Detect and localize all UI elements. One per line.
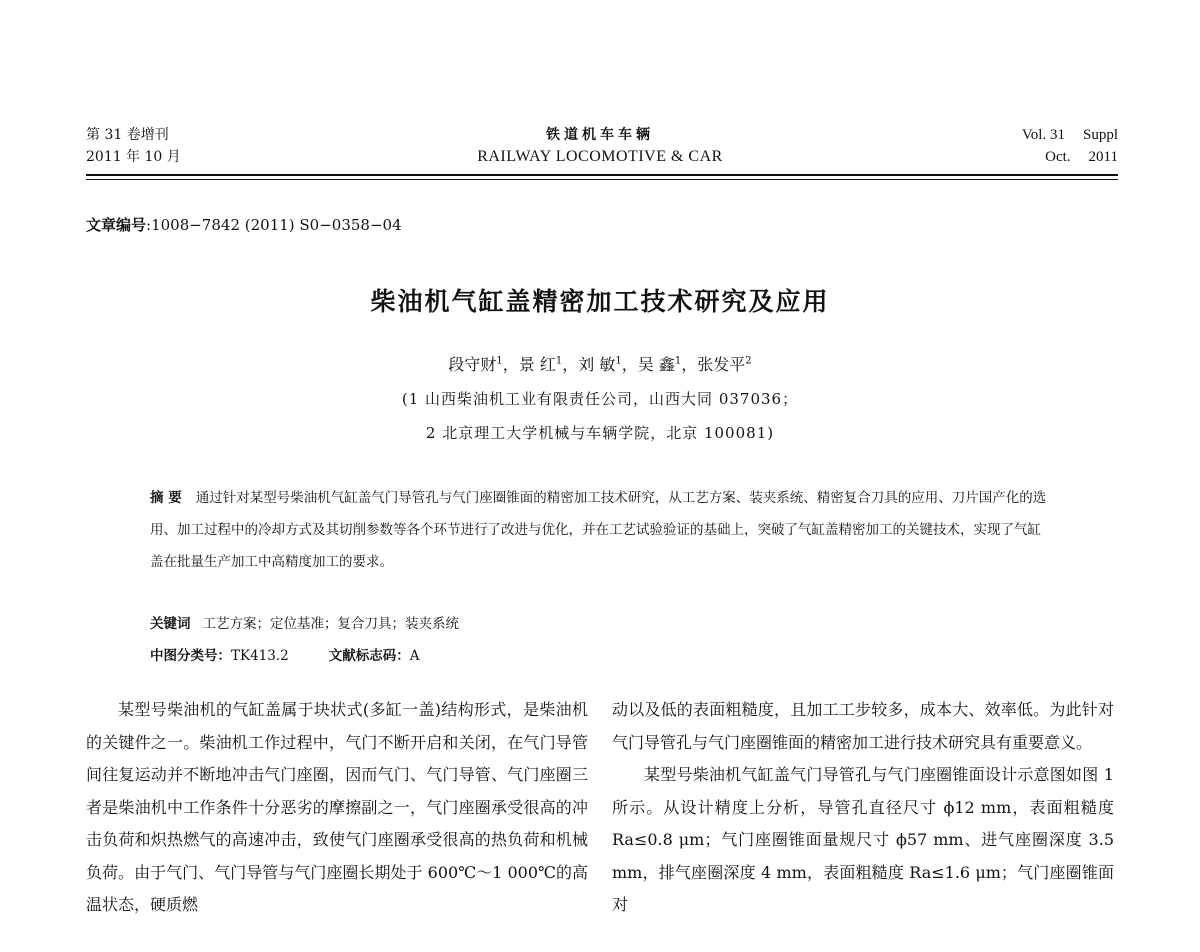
volume-en: Vol. 31: [1021, 127, 1065, 143]
author-affiliation-mark: 1: [615, 355, 622, 367]
suppl-en: Suppl: [1082, 127, 1118, 143]
affiliation-1: (1 山西柴油机工业有限责任公司，山西大同 037036；: [401, 390, 799, 408]
author-affiliation-mark: 2: [745, 355, 752, 367]
header-rule-thick: [86, 174, 1118, 176]
header-rule-thin: [86, 179, 1118, 180]
paper-title: 柴油机气缸盖精密加工技术研究及应用: [370, 287, 830, 316]
journal-name-en: RAILWAY LOCOMOTIVE & CAR: [477, 148, 723, 165]
author-name: 段守财: [448, 355, 497, 374]
abstract: [150, 482, 1050, 578]
keywords-text: 工艺方案；定位基准；复合刀具；装夹系统: [202, 616, 459, 632]
journal-name-cn: 铁道机车车辆: [546, 127, 654, 143]
journal-name: [0, 124, 1200, 168]
article-number-value: :1008−7842 (2011) S0−0358−04: [146, 216, 402, 234]
classification: [150, 644, 420, 664]
body-paragraph: 某型号柴油机的气缸盖属于块状式(多缸一盖)结构形式，是柴油机的关键件之一。柴油机工作过程中，气门不断开启和关闭，在气门导管间往复运动并不断地冲击气门座圈，因而气门、气门导管、气门座圈三者是柴油机中工作条件十分恶劣的摩擦副之一，气门座圈承受很高的冲击负荷和炽热燃气的高速冲击，致使气门座圈承受很高的热负荷和机械负荷。由于气门、气门导管与气门座圈长期处于 600℃～1 000℃的高温状态，硬质燃: [86, 700, 588, 914]
clc-value: TK413.2: [231, 648, 289, 664]
journal-volume-info-en: [1022, 124, 1118, 168]
body-column-right: [612, 694, 1114, 922]
keywords-label: 关键词: [150, 616, 191, 632]
author-name: 张发平: [697, 355, 746, 374]
affiliation-2: 2 北京理工大学机械与车辆学院，北京 100081): [425, 424, 775, 442]
clc-label: 中图分类号：: [150, 648, 231, 664]
doc-code-label: 文献标志码：: [328, 648, 410, 664]
abstract-label: 摘 要: [150, 490, 182, 506]
author-name: 景 红: [518, 355, 556, 374]
body-column-left: [86, 694, 588, 922]
doc-code-value: A: [409, 648, 420, 664]
body-paragraph: 某型号柴油机气缸盖气门导管孔与气门座圈锥面设计示意图如图 1 所示。从设计精度上分析，导管孔直径尺寸 ϕ12 mm，表面粗糙度 Ra≤0.8 μm；气门座圈锥面量规尺寸 ϕ57 mm、进气座圈深度 3.5 mm，排气座圈深度 4 mm，表面粗糙度 Ra≤1.6 μm；气门座圈锥面对: [612, 765, 1114, 914]
author-affiliation-mark: 1: [496, 355, 503, 367]
volume-line: 第 31 卷增刊: [86, 127, 169, 143]
author-affiliation-mark: 1: [555, 355, 563, 367]
year-en: 2011: [1088, 149, 1118, 165]
author-affiliation-mark: 1: [674, 355, 682, 367]
author-list: 段守财$^1$，景 红$^1$，刘 敏$^1$，吴 鑫$^1$，张发平$^2$: [448, 355, 752, 374]
month-en: Oct.: [1045, 149, 1071, 165]
article-number-label: 文章编号: [86, 216, 147, 234]
author-name: 吴 鑫: [637, 355, 675, 374]
date-line: 2011 年 10 月: [86, 149, 181, 165]
article-number: [86, 214, 402, 235]
keywords: [150, 612, 459, 632]
author-name: 刘 敏: [578, 355, 616, 374]
body-paragraph: 动以及低的表面粗糙度，且加工工步较多，成本大、效率低。为此针对气门导管孔与气门座圈锥面的精密加工进行技术研究具有重要意义。: [612, 700, 1114, 752]
abstract-text: 通过针对某型号柴油机气缸盖气门导管孔与气门座圈锥面的精密加工技术研究，从工艺方案、装夹系统、精密复合刀具的应用、刀片国产化的选用、加工过程中的冷却方式及其切削参数等各个环节进行了改进与优化，并在工艺试验验证的基础上，突破了气缸盖精密加工的关键技术，实现了气缸盖在批量生产加工中高精度加工的要求。: [150, 490, 1047, 570]
